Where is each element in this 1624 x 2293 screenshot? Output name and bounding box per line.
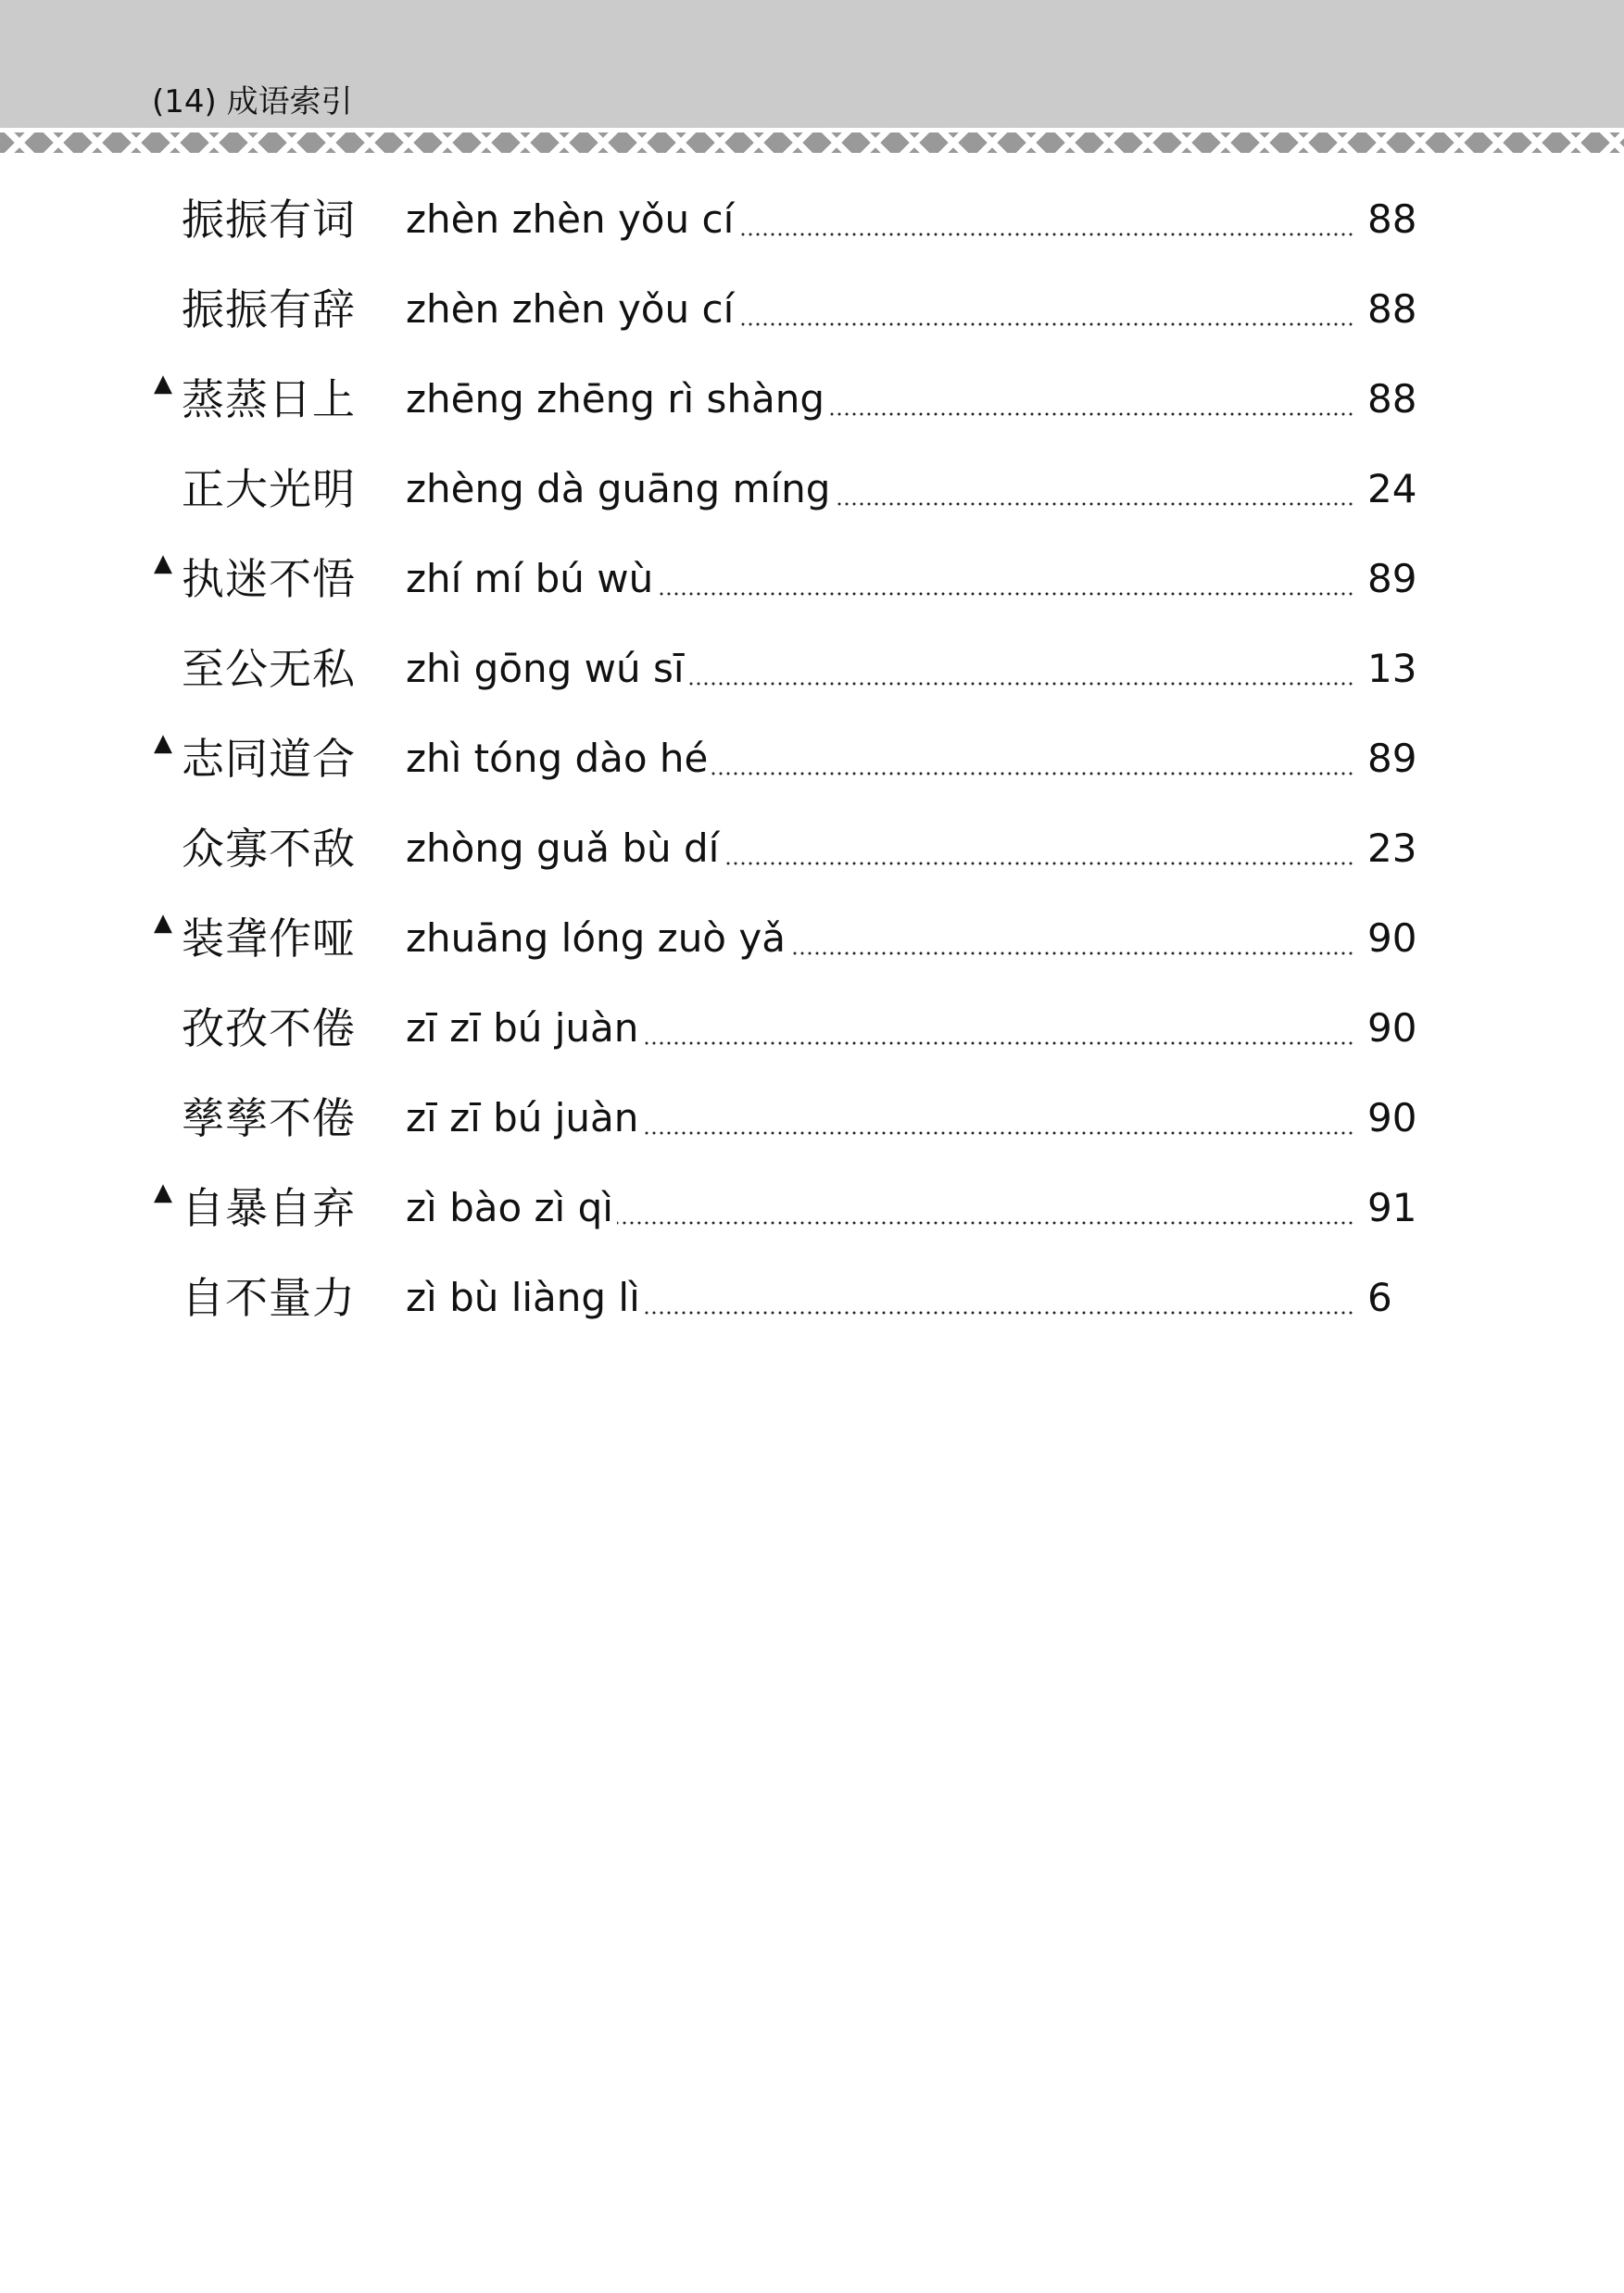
pinyin-text: zhí mí bú wù — [406, 556, 657, 601]
idiom-text: 正大光明 — [182, 464, 356, 514]
header-title: (14) 成语索引 — [152, 83, 353, 120]
pinyin-text: zhèn zhèn yǒu cí — [406, 196, 737, 242]
idiom-text: 自不量力 — [182, 1273, 356, 1323]
index-entry — [0, 1268, 1624, 1328]
page-number: 89 — [1367, 556, 1417, 601]
dot-leader — [406, 1178, 1356, 1238]
index-entry — [0, 370, 1624, 429]
dot-leader — [406, 819, 1356, 878]
index-entry — [0, 1178, 1624, 1238]
pinyin-text: zì bào zì qì — [406, 1185, 617, 1230]
pinyin-text: zì bù liàng lì — [406, 1275, 644, 1320]
dot-leader — [406, 280, 1356, 339]
dot-leader — [406, 370, 1356, 429]
pinyin-text: zhèn zhèn yǒu cí — [406, 286, 737, 332]
page-number: 6 — [1367, 1275, 1392, 1320]
pinyin-text: zī zī bú juàn — [406, 1095, 642, 1140]
page-number: 91 — [1367, 1185, 1417, 1230]
index-entry — [0, 1089, 1624, 1148]
triangle-marker-icon: ▲ — [154, 909, 172, 937]
triangle-marker-icon: ▲ — [154, 1178, 172, 1206]
page-header — [0, 0, 1624, 128]
index-entry — [0, 280, 1624, 339]
idiom-text: 孜孜不倦 — [182, 1003, 356, 1053]
pinyin-text: zhuāng lóng zuò yǎ — [406, 915, 789, 961]
pinyin-text: zhòng guǎ bù dí — [406, 825, 723, 871]
idiom-text: 蒸蒸日上 — [182, 374, 356, 424]
pinyin-text: zhēng zhēng rì shàng — [406, 376, 828, 422]
index-entry — [0, 819, 1624, 878]
page-number: 13 — [1367, 646, 1417, 691]
idiom-text: 孳孳不倦 — [182, 1093, 356, 1143]
decorative-border — [0, 132, 1624, 153]
dot-leader — [406, 549, 1356, 609]
dot-leader — [406, 460, 1356, 519]
page-number: 88 — [1367, 196, 1417, 242]
dot-leader — [406, 639, 1356, 699]
index-entry — [0, 190, 1624, 249]
idiom-text: 自暴自弃 — [182, 1183, 356, 1233]
pinyin-text: zī zī bú juàn — [406, 1005, 642, 1051]
pinyin-text: zhèng dà guāng míng — [406, 466, 834, 511]
pinyin-text: zhì tóng dào hé — [406, 736, 711, 781]
page-number: 90 — [1367, 915, 1417, 961]
idiom-text: 振振有辞 — [182, 284, 356, 334]
page-number: 89 — [1367, 736, 1417, 781]
page-number: 88 — [1367, 286, 1417, 332]
triangle-marker-icon: ▲ — [154, 370, 172, 397]
dot-leader — [406, 729, 1356, 788]
idiom-text: 执迷不悟 — [182, 554, 356, 604]
index-entry — [0, 639, 1624, 699]
index-entry — [0, 729, 1624, 788]
dot-leader — [406, 190, 1356, 249]
dot-leader — [406, 999, 1356, 1058]
index-entry — [0, 999, 1624, 1058]
triangle-marker-icon: ▲ — [154, 729, 172, 757]
pinyin-text: zhì gōng wú sī — [406, 646, 688, 691]
page-number: 24 — [1367, 466, 1417, 511]
dot-leader — [406, 909, 1356, 968]
page-number: 90 — [1367, 1005, 1417, 1051]
index-entry — [0, 460, 1624, 519]
dot-leader — [406, 1268, 1356, 1328]
index-entry — [0, 909, 1624, 968]
dot-leader — [406, 1089, 1356, 1148]
index-entry — [0, 549, 1624, 609]
page-number: 23 — [1367, 825, 1417, 871]
idiom-text: 众寡不敌 — [182, 824, 356, 874]
idiom-text: 振振有词 — [182, 195, 356, 245]
triangle-marker-icon: ▲ — [154, 549, 172, 577]
page-number: 88 — [1367, 376, 1417, 422]
idiom-text: 装聋作哑 — [182, 913, 356, 964]
page-number: 90 — [1367, 1095, 1417, 1140]
idiom-text: 至公无私 — [182, 644, 356, 694]
idiom-text: 志同道合 — [182, 734, 356, 784]
